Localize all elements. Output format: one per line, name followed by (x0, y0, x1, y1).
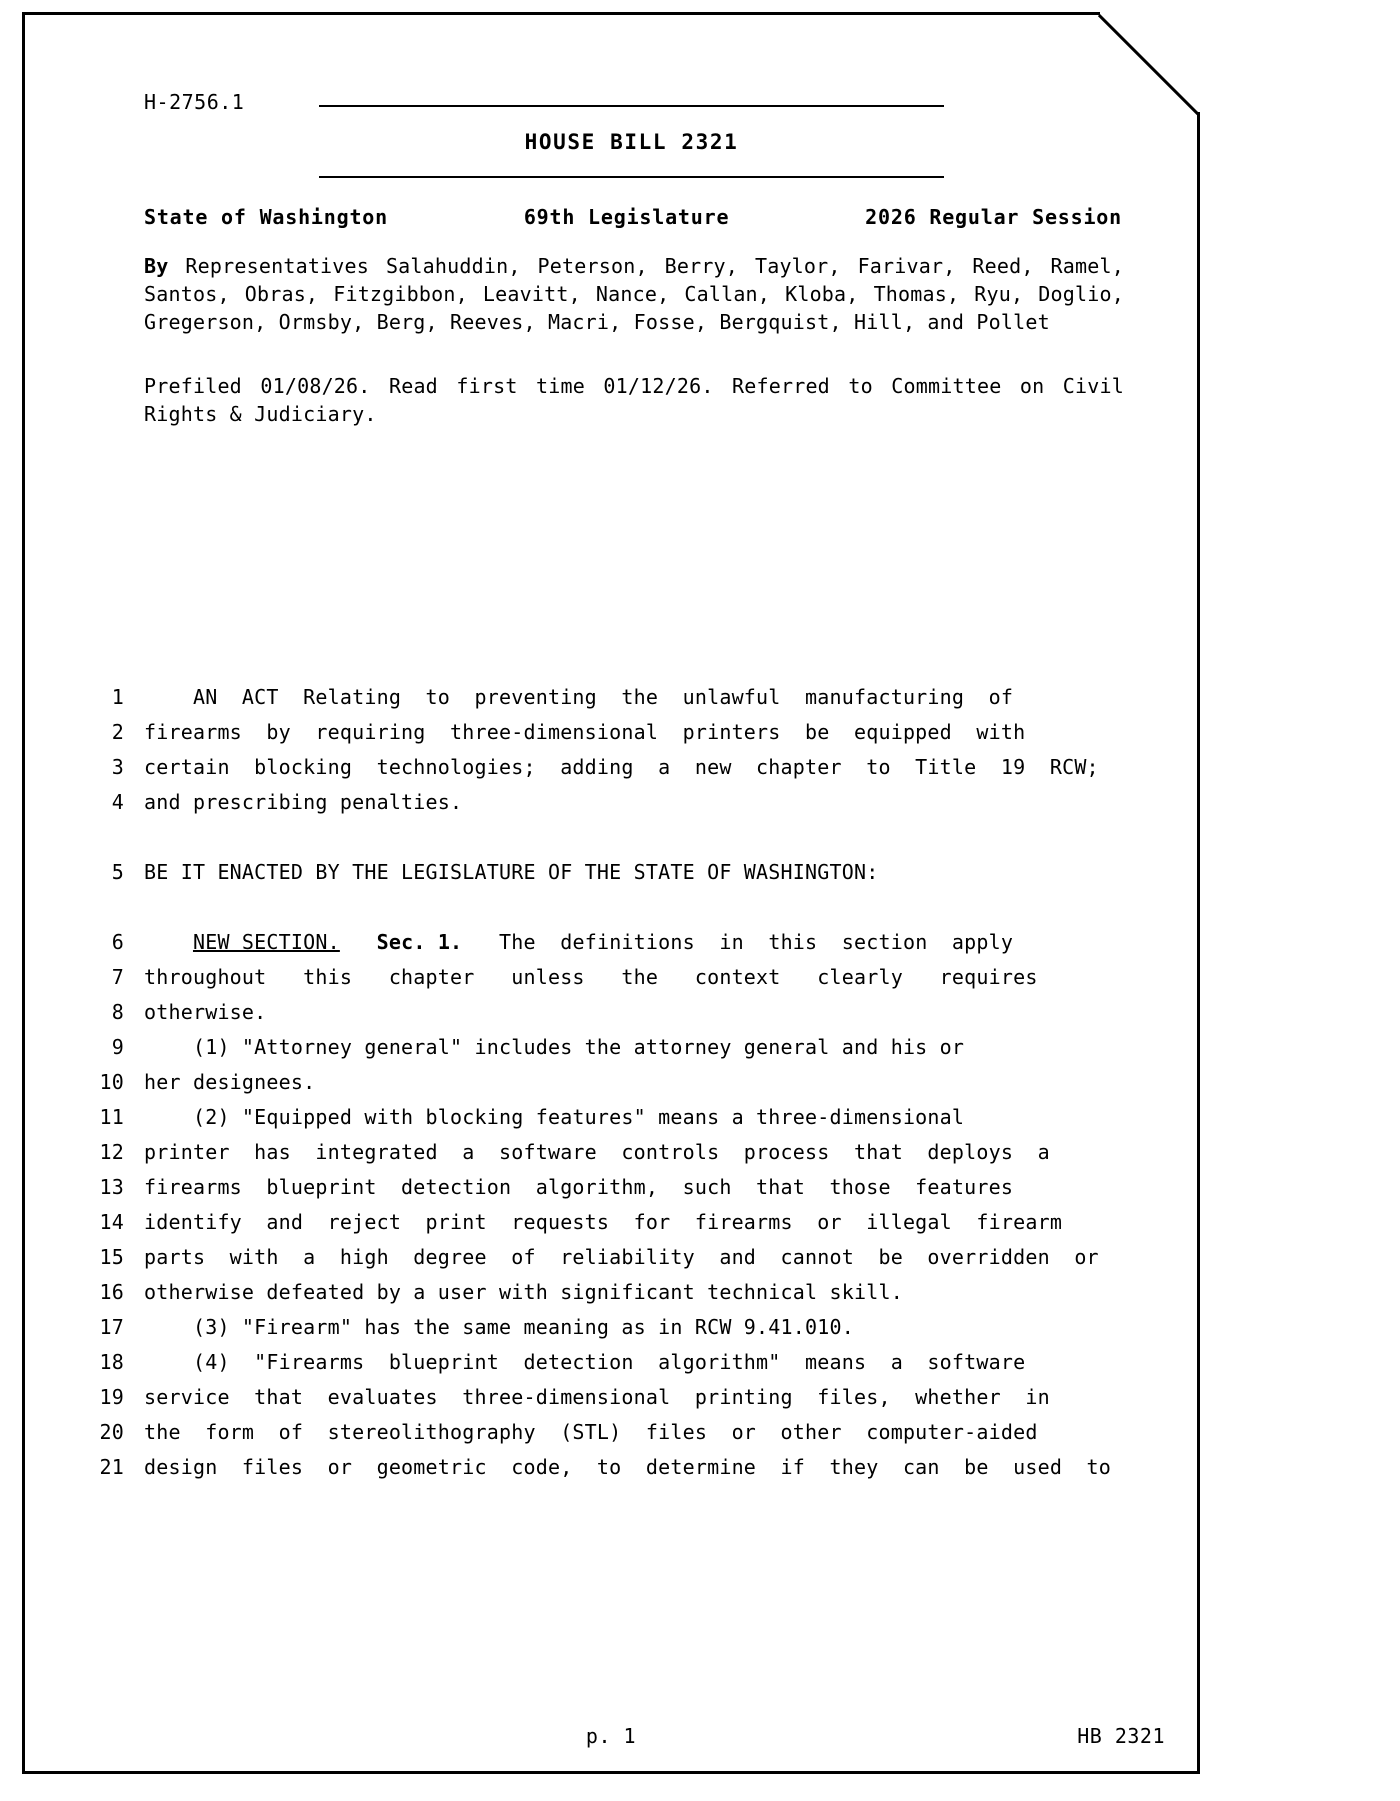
section-number-label: Sec. 1. (376, 930, 463, 954)
line-text: NEW SECTION. Sec. 1. The definitions in this section apply (192, 930, 1014, 954)
bill-line (44, 1205, 1154, 1240)
line-number: 17 (99, 1315, 124, 1339)
line-text: otherwise defeated by a user with significant technical skill. (144, 1280, 903, 1304)
line-number: 15 (99, 1245, 124, 1269)
line-text: throughout this chapter unless the context clearly requires (144, 965, 1038, 989)
bill-line (44, 1100, 1154, 1135)
bill-line (44, 785, 1154, 820)
line-text: service that evaluates three-dimensional printing files, whether in (144, 1385, 1050, 1409)
sheet-border-right (1197, 112, 1200, 1774)
sponsor-lead-label: By (144, 254, 169, 278)
session-header (144, 205, 1122, 229)
line-number: 21 (99, 1455, 124, 1479)
bill-status-text: Prefiled 01/08/26. Read first time 01/12/26. Referred to Committee on Civil Rights & Judiciary. (144, 374, 1124, 426)
bill-line (44, 995, 1154, 1030)
bill-line (44, 1030, 1154, 1065)
bill-line (44, 1450, 1154, 1485)
line-text: AN ACT Relating to preventing the unlawful manufacturing of (144, 685, 1014, 709)
bill-body (44, 680, 1154, 1485)
line-number: 3 (111, 755, 124, 779)
sheet-border-bottom (22, 1771, 1200, 1774)
bill-sheet (22, 12, 1200, 1774)
bill-line (44, 715, 1154, 750)
line-text: BE IT ENACTED BY THE LEGISLATURE OF THE STATE OF WASHINGTON: (144, 860, 879, 884)
line-number: 19 (99, 1385, 124, 1409)
legislature-name: 69th Legislature (523, 205, 730, 229)
line-text: firearms blueprint detection algorithm, such that those features (144, 1175, 1014, 1199)
page-title: HOUSE BILL 2321 (524, 130, 739, 154)
title-rule-top (319, 105, 944, 107)
bill-line (44, 1275, 1154, 1310)
line-number: 1 (111, 685, 124, 709)
bill-line (44, 1345, 1154, 1380)
bill-line (44, 1065, 1154, 1100)
sponsor-list (144, 252, 1124, 336)
line-number: 2 (111, 720, 124, 744)
line-text: (3) "Firearm" has the same meaning as in RCW 9.41.010. (144, 1315, 854, 1339)
line-number: 5 (111, 860, 124, 884)
footer-page-number: p. 1 (585, 1724, 637, 1748)
line-number: 13 (99, 1175, 124, 1199)
sheet-border-top (22, 12, 1100, 15)
line-number: 18 (99, 1350, 124, 1374)
line-number: 14 (99, 1210, 124, 1234)
line-text: (1) "Attorney general" includes the attorney general and his or (144, 1035, 965, 1059)
line-number: 7 (111, 965, 124, 989)
line-text: the form of stereolithography (STL) files or other computer-aided (144, 1420, 1038, 1444)
line-text: printer has integrated a software controls process that deploys a (144, 1140, 1050, 1164)
line-number: 20 (99, 1420, 124, 1444)
line-text: (4) "Firearms blueprint detection algorithm" means a software (144, 1350, 1026, 1374)
bill-line (44, 925, 1154, 960)
line-number: 16 (99, 1280, 124, 1304)
bill-line (44, 1310, 1154, 1345)
line-number: 4 (111, 790, 124, 814)
bill-line (44, 855, 1154, 890)
bill-line (44, 960, 1154, 995)
title-rule-bottom (319, 176, 944, 178)
line-number: 8 (111, 1000, 124, 1024)
session-name: 2026 Regular Session (865, 205, 1122, 229)
line-text: and prescribing penalties. (144, 790, 463, 814)
line-number: 10 (99, 1070, 124, 1094)
line-text: parts with a high degree of reliability and cannot be overridden or (144, 1245, 1099, 1269)
line-text: otherwise. (144, 1000, 267, 1024)
bill-line (44, 680, 1154, 715)
bill-line (44, 1170, 1154, 1205)
bill-line (44, 1380, 1154, 1415)
line-number: 6 (111, 930, 124, 954)
line-number: 12 (99, 1140, 124, 1164)
line-text: identify and reject print requests for firearms or illegal firearm (144, 1210, 1063, 1234)
folded-corner-icon (1092, 6, 1242, 156)
state-name: State of Washington (144, 205, 388, 229)
bill-line (44, 750, 1154, 785)
footer-bill-id: HB 2321 (1077, 1724, 1165, 1748)
draft-number: H-2756.1 (144, 90, 245, 114)
line-text: firearms by requiring three-dimensional printers be equipped with (144, 720, 1026, 744)
bill-line (44, 1415, 1154, 1450)
new-section-marker: NEW SECTION. (192, 930, 340, 954)
line-text: certain blocking technologies; adding a new chapter to Title 19 RCW; (144, 755, 1099, 779)
line-number: 9 (111, 1035, 124, 1059)
bill-line (44, 1135, 1154, 1170)
bill-line (44, 1240, 1154, 1275)
sponsor-names: Representatives Salahuddin, Peterson, Berry, Taylor, Farivar, Reed, Ramel, Santos, Obras, Fitzgibbon, Leavitt, Nance, Callan, Kloba, Thomas, Ryu, Doglio, Gregerson, Ormsby, Berg, Reeves, Macri, Fosse, Bergquist, Hill, and Pollet (144, 254, 1124, 334)
sheet-border-left (22, 12, 25, 1774)
line-number: 11 (99, 1105, 124, 1129)
line-text: (2) "Equipped with blocking features" means a three-dimensional (144, 1105, 965, 1129)
line-text: her designees. (144, 1070, 316, 1094)
line-text: design files or geometric code, to determine if they can be used to (144, 1455, 1112, 1479)
